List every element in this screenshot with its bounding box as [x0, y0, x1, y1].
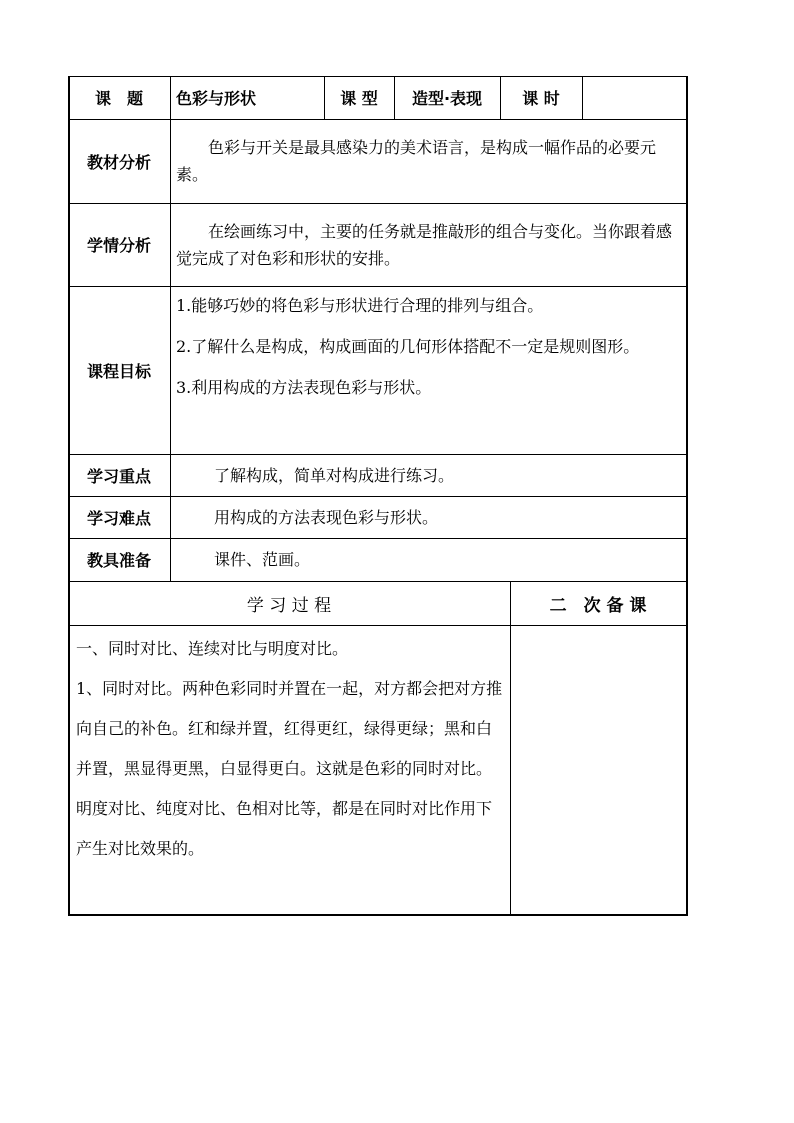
- goal-item-2: 2.了解什么是构成，构成画面的几何形体搭配不一定是规则图形。: [176, 337, 640, 356]
- lesson-plan-table: [68, 76, 688, 916]
- goals-label: 课程目标: [86, 361, 151, 381]
- material-text: 色彩与开关是最具感染力的美术语言，是构成一幅作品的必要元素。: [176, 138, 657, 184]
- hours-value: [582, 76, 686, 119]
- tools-label: 教具准备: [86, 551, 151, 570]
- difficulty-label: 学习难点: [86, 508, 151, 528]
- key-label: 学习重点: [86, 466, 151, 486]
- material-cell: [170, 119, 686, 203]
- goal-item-3: 3.利用构成的方法表现色彩与形状。: [176, 378, 432, 397]
- process-line-2: 1、同时对比。两种色彩同时并置在一起，对方都会把对方推向自己的补色。红和绿并置，红得更红，绿得更绿；黑和白并置，黑显得更黑，白显得更白。这就是色彩的同时对比。明度对比、纯度对比、色相对比等，都是在同时对比作用下产生对比效果的。: [76, 679, 503, 858]
- student-cell: [170, 203, 686, 286]
- student-label: 学情分析: [86, 236, 151, 255]
- tools-text: 课件、范画。: [214, 550, 311, 569]
- topic-label: 课 题: [94, 89, 143, 108]
- row-line-bottom: [68, 914, 688, 916]
- material-label: 教材分析: [86, 152, 151, 172]
- goal-item-1: 1.能够巧妙的将色彩与形状进行合理的排列与组合。: [176, 296, 544, 315]
- process-content: [70, 625, 510, 914]
- hours-label: 课 时: [522, 89, 560, 108]
- process-line-1: 一、同时对比、连续对比与明度对比。: [76, 639, 349, 658]
- process-title: 学 习 过 程: [246, 595, 332, 616]
- key-text: 了解构成，简单对构成进行练习。: [214, 465, 455, 485]
- topic-value: 色彩与形状: [176, 89, 257, 108]
- type-value: 造型·表现: [411, 89, 483, 108]
- type-label: 课 型: [340, 89, 378, 108]
- process-side-title: 二 次 备 课: [549, 595, 647, 616]
- difficulty-text: 用构成的方法表现色彩与形状。: [214, 507, 439, 527]
- student-text: 在绘画练习中，主要的任务就是推敲形的组合与变化。当你跟着感觉完成了对色彩和形状的安排。: [176, 221, 673, 268]
- second-prep-area: [510, 625, 686, 914]
- goals-cell: [170, 286, 686, 454]
